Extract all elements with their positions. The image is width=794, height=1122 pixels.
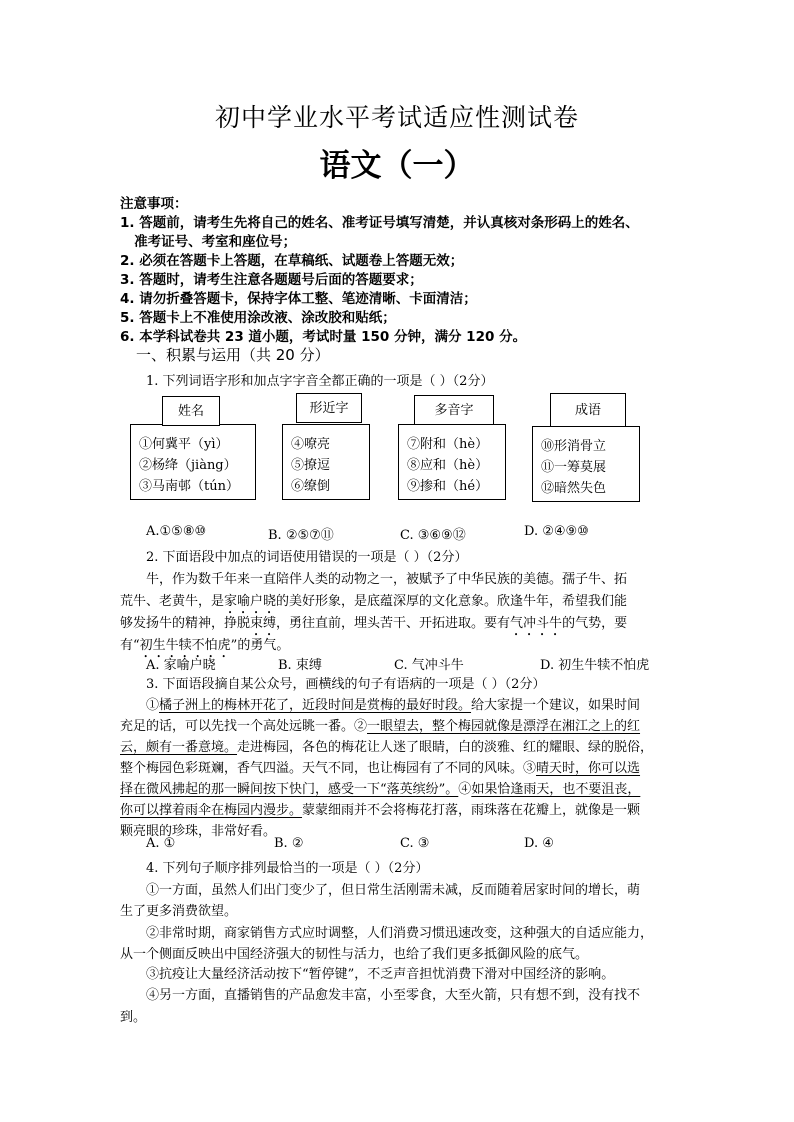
q1-item: ⑤撩逗 <box>291 458 331 473</box>
notice-item: 1. 答题前，请考生先将自己的姓名、准考证号填写清楚，并认真核对条形码上的姓名、 <box>120 215 639 231</box>
notice-item: 6. 本学科试卷共 23 道小题，考试时量 150 分钟，满分 120 分。 <box>120 329 527 345</box>
q1-option-d: D. ②④⑨⑩ <box>524 524 589 539</box>
q4-sentence: ③抗疫让大量经济活动按下“暂停键”，不乏声音担忧消费下滑对中国经济的影响。 <box>146 967 615 982</box>
q1-group-similar-label: 形近字 <box>296 393 362 423</box>
q1-group-idiom-box <box>532 426 640 502</box>
q4-sentence: ④另一方面，直播销售的产品愈发丰富，小至零食，大至火箭，只有想不到，没有找不 <box>146 988 641 1003</box>
q1-item: ⑫暗然失色 <box>541 481 607 496</box>
q1-item: ⑪一筹莫展 <box>541 460 607 475</box>
q4-sentence: ②非常时期，商家销售方式应时调整，人们消费习惯迅速改变，这种强大的自适应能力， <box>146 926 654 941</box>
question-2-stem: 2. 下面语段中加点的词语使用错误的一项是（ ）（2分） <box>146 550 468 565</box>
q1-item: ⑥缭倒 <box>291 479 331 494</box>
q1-item: ⑦附和（hè） <box>407 437 489 452</box>
q2-passage-line: 有“初生牛犊不怕虎”的勇气。 <box>120 638 290 653</box>
q3-passage-line: 你可以撑着雨伞在梅园内漫步。蒙蒙细雨并不会将梅花打落，雨珠落在花瓣上，就像是一颗 <box>120 803 641 818</box>
q4-sentence: 到。 <box>120 1010 147 1025</box>
question-3-stem: 3. 下面语段摘自某公众号，画横线的句子有语病的一项是（ ）（2分） <box>146 677 546 692</box>
q2-passage-line: 够发扬牛的精神，挣脱束缚，勇往直前，埋头苦干、开拓进取。要有气冲斗牛的气势，要 <box>120 616 628 631</box>
q2-option-b: B. 束缚 <box>278 658 322 673</box>
q4-sentence: ①一方面，虽然人们出门变少了，但日常生活刚需未减，反而随着居家时间的增长，萌 <box>146 883 641 898</box>
q2-passage-line: 荒牛、老黄牛，是家喻户晓的美好形象，是底蕴深厚的文化意象。欣逢牛年，希望我们能 <box>120 594 628 609</box>
q1-item: ⑨掺和（hé） <box>407 479 489 494</box>
q1-item: ③马南邨（tún） <box>139 479 239 494</box>
q3-option-d: D. ④ <box>524 836 554 851</box>
q3-option-c: C. ③ <box>400 836 430 851</box>
q1-group-name-box <box>130 424 256 500</box>
notice-item: 准考证号、考室和座位号； <box>120 234 297 250</box>
q2-option-c: C. 气冲斗牛 <box>394 658 464 673</box>
q1-group-similar-box <box>282 424 370 500</box>
q3-passage-line: 择在微风拂起的那一瞬间按下快门，感受一下“落英缤纷”。④如果恰逢雨天，也不要沮丧， <box>120 782 641 797</box>
exam-subtitle: 语文（一） <box>319 148 475 184</box>
q1-item: ⑧应和（hè） <box>407 458 489 473</box>
notice-item: 5. 答题卡上不准使用涂改液、涂改胶和贴纸； <box>120 310 396 326</box>
q1-group-polyphone-label: 多音字 <box>414 395 494 425</box>
notice-item: 3. 答题时，请考生注意各题题号后面的答题要求； <box>120 272 423 288</box>
q2-option-a: A. 家喻户晓 <box>146 658 216 673</box>
q4-sentence: 生了更多消费欲望。 <box>120 904 238 919</box>
q1-option-a: A.①⑤⑧⑩ <box>146 524 207 539</box>
q3-option-b: B. ② <box>274 836 304 851</box>
notice-heading: 注意事项： <box>120 196 188 212</box>
q1-item: ④嘹亮 <box>291 437 331 452</box>
q3-passage-line: 云，颇有一番意境。走进梅园，各色的梅花让人迷了眼睛，白的淡雅、红的耀眼、绿的脱俗， <box>120 740 654 755</box>
q1-item: ②杨绛（jiàng） <box>139 458 237 473</box>
q2-option-d: D. 初生牛犊不怕虎 <box>540 658 650 673</box>
q3-option-a: A. ① <box>146 836 176 851</box>
q3-passage-line: 充足的话，可以先找一个高处远眺一番。②一眼望去，整个梅园就像是漂浮在湘江之上的红 <box>120 719 641 734</box>
question-1-stem: 1. 下列词语字形和加点字字音全都正确的一项是（ ）（2分） <box>146 374 494 389</box>
q3-passage-line: 整个梅园色彩斑斓，香气四溢。天气不同，也让梅园有了不同的风味。③晴天时，你可以选 <box>120 761 641 776</box>
q3-passage-line: 颗亮眼的珍珠，非常好看。 <box>120 824 277 839</box>
notice-item: 2. 必须在答题卡上答题，在草稿纸、试题卷上答题无效； <box>120 253 464 269</box>
notice-item: 4. 请勿折叠答题卡，保持字体工整、笔迹清晰、卡面清洁； <box>120 291 477 307</box>
question-4-stem: 4. 下列句子顺序排列最恰当的一项是（ ）（2分） <box>146 861 429 876</box>
q1-group-idiom-label: 成语 <box>550 393 626 427</box>
section-heading: 一、积累与运用（共 20 分） <box>136 346 330 364</box>
q1-group-polyphone-box <box>398 424 506 500</box>
q1-option-c: C. ③⑥⑨⑫ <box>400 528 466 543</box>
q1-item: ⑩形消骨立 <box>541 439 607 454</box>
exam-title: 初中学业水平考试适应性测试卷 <box>214 103 579 132</box>
q2-passage-line: 牛，作为数千年来一直陪伴人类的动物之一，被赋予了中华民族的美德。孺子牛、拓 <box>146 572 628 587</box>
q1-option-b: B. ②⑤⑦⑪ <box>268 528 334 543</box>
q1-item: ①何冀平（yì） <box>139 437 229 452</box>
q1-group-name-label: 姓名 <box>162 396 220 426</box>
q3-passage-line: ①橘子洲上的梅林开花了，近段时间是赏梅的最好时段。给大家提一个建议，如果时间 <box>146 698 641 713</box>
q4-sentence: 从一个侧面反映出中国经济强大的韧性与活力，也给了我们更多抵御风险的底气。 <box>120 947 589 962</box>
